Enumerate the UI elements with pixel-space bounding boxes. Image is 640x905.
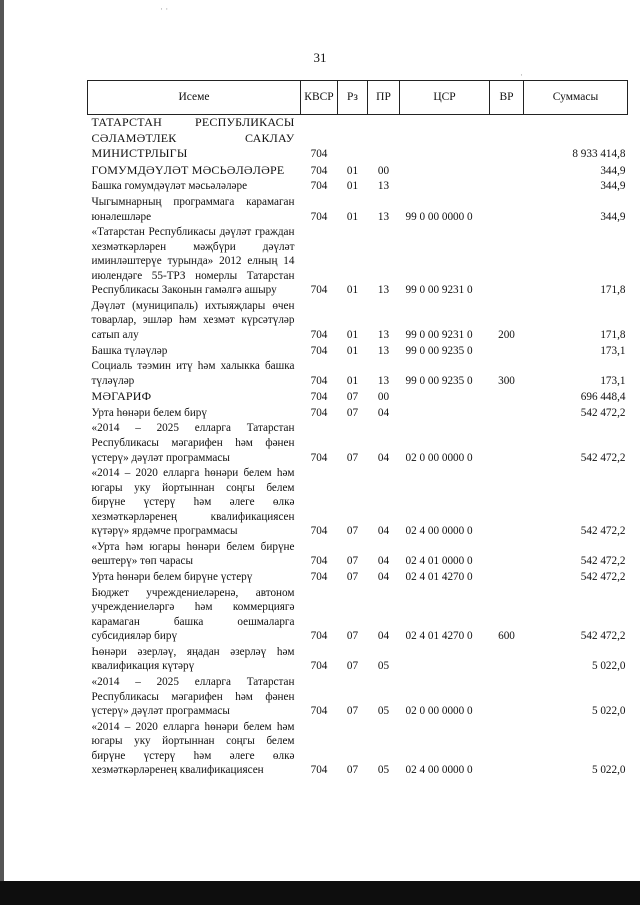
cell-kvsr: 704 [310,705,328,718]
cell-amount: 542 472,2 [580,451,626,464]
cell-name: Һөнәри әзерләү, яңадан әзерләү һәм квалификация күтәрү [91,645,295,673]
header-amount: Суммасы [524,81,628,115]
cell-amount: 171,8 [600,329,626,341]
cell-kvsr: 704 [310,164,328,177]
cell-rz: 07 [346,555,359,568]
cell-amount: 8 933 414,8 [572,148,626,161]
cell-vr [490,720,524,779]
cell-name: ГОМУМДӘҮЛӘТ МӘСЬӘЛӘЛӘРЕ [91,162,285,177]
table-row [88,115,628,163]
cell-csr [400,389,490,406]
cell-vr: 200 [498,329,515,341]
cell-kvsr: 704 [310,374,328,387]
scan-speck: · · [160,4,169,14]
cell-csr [400,406,490,422]
header-name: Исеме [88,81,301,115]
cell-pr: 13 [377,284,390,297]
cell-amount: 542 472,2 [580,555,626,568]
table-row [88,540,628,570]
cell-name: Урта һөнәри белем бирү [91,406,207,419]
cell-vr [490,675,524,720]
cell-amount: 542 472,2 [580,525,626,538]
cell-kvsr: 704 [310,555,328,568]
cell-pr: 04 [377,630,390,643]
cell-name: МӘГАРИФ [91,389,152,404]
cell-vr [490,115,524,163]
cell-amount: 5 022,0 [591,660,626,673]
cell-kvsr: 704 [310,148,328,161]
table-row [88,645,628,675]
cell-vr [490,406,524,422]
cell-amount: 171,8 [600,284,626,297]
cell-vr [490,421,524,466]
cell-amount: 542 472,2 [580,630,626,643]
cell-kvsr: 704 [310,391,328,404]
cell-pr: 04 [377,555,390,568]
cell-rz: 01 [346,284,359,297]
cell-name: «2014 – 2020 елларга һөнәри белем һәм югары уку йортыннан соңгы белем бирүне үстерү һәм әлеге өлкә хезмәткәрләренең квалификациясен [91,720,295,777]
cell-csr [400,115,490,163]
cell-kvsr: 704 [310,180,328,193]
table-row [88,179,628,195]
cell-name: «2014 – 2025 елларга Татарстан Республикасы мәгарифен һәм фәнен үстерү» дәүләт программасы [91,422,295,464]
cell-rz: 07 [346,571,359,584]
cell-vr [490,540,524,570]
cell-vr [490,195,524,225]
cell-kvsr: 704 [310,764,328,777]
cell-pr: 04 [377,525,390,538]
cell-pr: 04 [377,451,390,464]
cell-pr: 13 [377,210,390,223]
cell-csr: 02 4 01 4270 0 [405,571,473,584]
cell-csr: 02 0 00 0000 0 [405,451,473,464]
scan-bottom-border [0,881,640,905]
cell-kvsr: 704 [310,630,328,643]
cell-name: Бюджет учреждениеләренә, автоном учреждениеләргә һәм коммерциягә карамаган башка оешмаларга субсидияләр бирү [91,586,295,643]
cell-rz [338,115,368,163]
cell-pr: 05 [377,660,390,673]
cell-amount: 344,9 [600,180,626,193]
cell-kvsr: 704 [310,329,328,341]
header-pr: ПР [368,81,400,115]
table-row [88,195,628,225]
cell-pr: 00 [377,391,390,404]
cell-pr: 04 [377,406,390,419]
cell-rz: 01 [346,180,359,193]
cell-vr: 600 [498,630,515,643]
cell-vr [490,163,524,180]
cell-name: ТАТАРСТАН РЕСПУБЛИКАСЫ СӘЛАМӘТЛЕК САКЛАУ МИНИСТРЛЫГЫ [91,115,295,161]
cell-pr: 13 [377,329,390,341]
cell-amount: 344,9 [600,164,626,177]
cell-vr [490,645,524,675]
cell-pr: 13 [377,344,390,357]
table-row [88,570,628,586]
cell-csr: 02 4 00 0000 0 [405,525,473,538]
table-row [88,389,628,406]
scan-speck: · [520,70,523,80]
table-row [88,421,628,466]
header-rz: Рз [338,81,368,115]
cell-csr [400,179,490,195]
cell-amount: 542 472,2 [580,571,626,584]
cell-rz: 07 [346,525,359,538]
cell-vr [490,389,524,406]
cell-rz: 01 [346,164,359,177]
cell-amount: 173,1 [600,344,626,357]
table-row [88,225,628,299]
cell-pr: 05 [377,705,390,718]
cell-name: «Татарстан Республикасы дәүләт граждан хезмәткәрләрен мәҗбүри дәүләт иминләштерүе турында» 2012 елның 14 июлендәге 55-ТРЗ номерлы Татарстан Республикасы Законын гамәлгә ашыру [91,226,295,297]
cell-vr [490,344,524,360]
cell-csr: 99 0 00 9235 0 [405,374,473,387]
table-row [88,586,628,645]
cell-kvsr: 704 [310,571,328,584]
cell-csr: 02 4 01 4270 0 [405,630,473,643]
header-csr: ЦСР [400,81,490,115]
cell-csr: 99 0 00 9235 0 [405,344,473,357]
budget-table [87,80,628,779]
cell-kvsr: 704 [310,660,328,673]
cell-pr: 00 [377,164,390,177]
table-header-row [88,81,628,115]
cell-name: Чыгымнарның программага карамаган юнәлешләре [91,195,295,223]
cell-rz: 01 [346,210,359,223]
cell-rz: 01 [346,344,359,357]
cell-csr: 99 0 00 9231 0 [405,284,473,297]
cell-vr [490,466,524,540]
cell-rz: 07 [346,630,359,643]
cell-rz: 01 [346,374,359,387]
header-vr: ВР [490,81,524,115]
cell-pr: 13 [377,374,390,387]
cell-pr: 13 [377,180,390,193]
cell-name: Дәүләт (муниципаль) ихтыяҗлары өчен товарлар, эшләр һәм хезмәт күрсәтүләр сатып алу [91,299,295,341]
cell-name: «Урта һәм югары һөнәри белем бирүне өештерү» төп чарасы [91,540,295,568]
header-kvsr: КВСР [301,81,338,115]
cell-pr: 05 [377,764,390,777]
cell-name: Башка түләүләр [91,344,168,357]
cell-rz: 07 [346,391,359,404]
cell-csr: 99 0 00 9231 0 [405,329,473,341]
cell-rz: 07 [346,660,359,673]
page-number: 31 [313,50,327,65]
cell-amount: 173,1 [600,374,626,387]
cell-name: «2014 – 2020 елларга һөнәри белем һәм югары уку йортыннан соңгы белем бирүне үстерү һәм әлеге өлкә хезмәткәрләренең квалификациясен күтәрү» ярдәмче программасы [91,467,295,538]
cell-amount: 344,9 [600,210,626,223]
cell-amount: 5 022,0 [591,705,626,718]
cell-name: Социаль тәэмин итү һәм халыкка башка түләүләр [91,360,295,387]
cell-rz: 07 [346,764,359,777]
table-row [88,163,628,180]
cell-vr [490,570,524,586]
cell-vr [490,225,524,299]
table-row [88,675,628,720]
table-row [88,344,628,360]
table-row [88,720,628,779]
cell-pr: 04 [377,571,390,584]
cell-csr [400,163,490,180]
cell-csr: 02 0 00 0000 0 [405,705,473,718]
cell-kvsr: 704 [310,210,328,223]
table-body [88,115,628,779]
cell-csr: 02 4 00 0000 0 [405,764,473,777]
cell-kvsr: 704 [310,451,328,464]
cell-vr [490,179,524,195]
cell-amount: 5 022,0 [591,764,626,777]
cell-rz: 07 [346,451,359,464]
cell-kvsr: 704 [310,406,328,419]
cell-name: Урта һөнәри белем бирүне үстерү [91,571,253,584]
cell-csr [400,645,490,675]
cell-kvsr: 704 [310,344,328,357]
cell-kvsr: 704 [310,284,328,297]
cell-pr [368,115,400,163]
cell-vr: 300 [498,374,515,387]
cell-name: «2014 – 2025 елларга Татарстан Республикасы мәгарифен һәм фәнен үстерү» дәүләт программасы [91,675,295,718]
cell-rz: 07 [346,705,359,718]
table-row [88,466,628,540]
cell-rz: 01 [346,329,359,341]
cell-amount: 542 472,2 [580,406,626,419]
scan-edge-shadow [0,0,4,905]
table-row [88,406,628,422]
cell-rz: 07 [346,406,359,419]
cell-amount: 696 448,4 [580,391,626,404]
table-row [88,359,628,389]
cell-name: Башка гомумдәүләт мәсьәләләре [91,180,248,193]
cell-csr: 99 0 00 0000 0 [405,210,473,223]
cell-csr: 02 4 01 0000 0 [405,555,473,568]
table-row [88,299,628,344]
cell-kvsr: 704 [310,525,328,538]
